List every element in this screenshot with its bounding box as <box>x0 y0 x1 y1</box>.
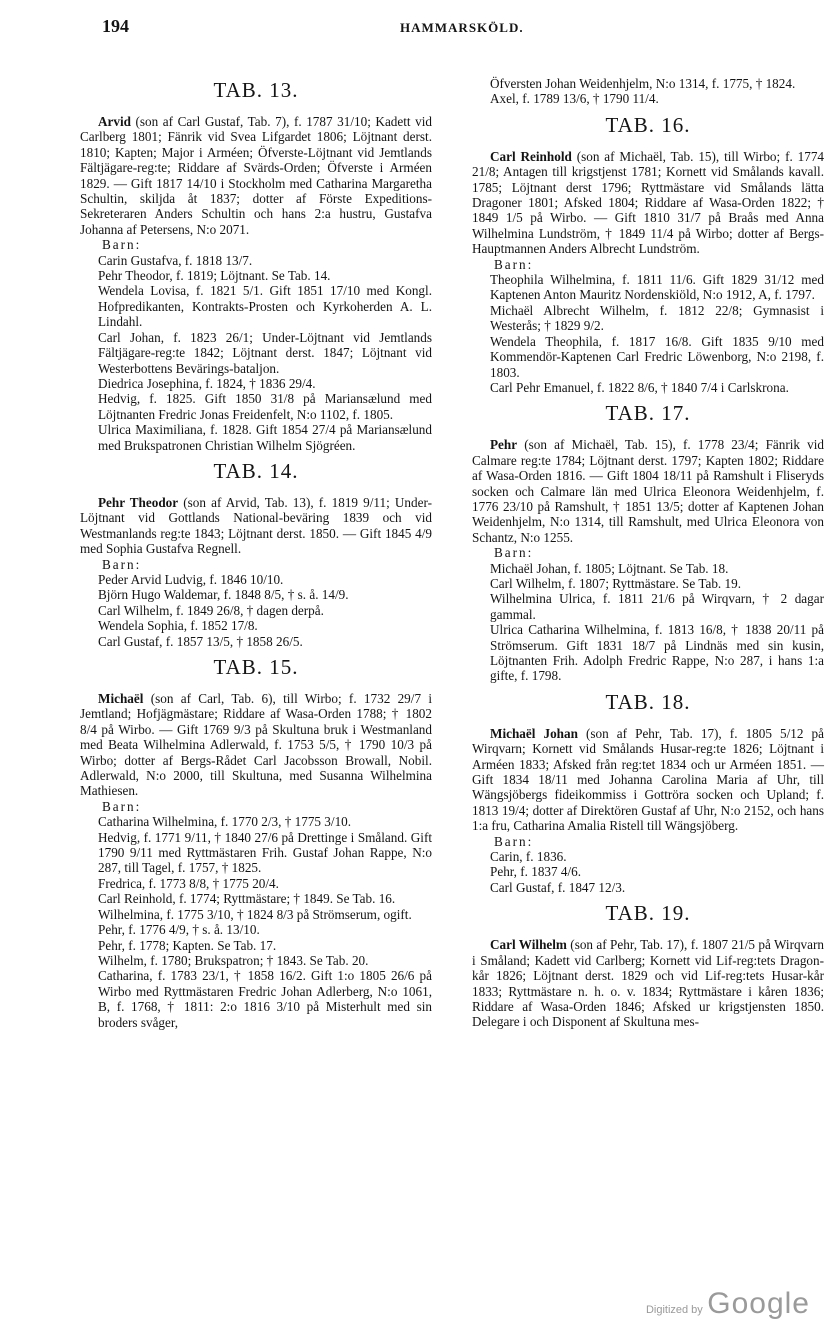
child-entry: Björn Hugo Waldemar, f. 1848 8/5, † s. å. 14/9. <box>98 587 349 603</box>
tab-16-section <box>472 113 824 396</box>
child-entry: Carin Gustafva, f. 1818 13/7. <box>98 252 253 268</box>
child-entry: Wendela Lovisa, f. 1821 5/1. Gift 1851 17/10 med Kongl. Hofpredikanten, Kontrakts-Prosten och Kyrkoherden A. L. Lindahl. <box>98 283 432 330</box>
continuation-line: Öfversten Johan Weidenhjelm, N:o 1314, f. 1775, † 1824. <box>490 76 796 91</box>
barn-label: Barn: <box>102 798 142 814</box>
entry-name: Carl Reinhold <box>490 148 572 164</box>
tab-14-entry <box>80 495 432 557</box>
entry-text: (son af Carl, Tab. 6), till Wirbo; f. 1732 29/7 i Jemtland; Hofjägmästare; Riddare af Wasa-Orden 1788; † 1802 8/4 på Wirbo. — Gift 1769 9/3 på Skultuna bruk i Westmanland med Beata Wilhelmina Adlerwald, f. 1753 5/5, † 1790 10/3 på Wirbo; dotter af Bergs-Rådet Carl Jacobsson Browall, Nobil. Adlerwald, N:o 2000, till Skultuna, med Susanna Wilhelmina Mathiesen. <box>80 691 432 799</box>
child-entry: Carin, f. 1836. <box>490 849 567 865</box>
barn-label: Barn: <box>494 833 534 849</box>
entry-name: Michaël Johan <box>490 725 578 741</box>
continuation-section <box>472 76 824 107</box>
child-entry: Catharina, f. 1783 23/1, † 1858 16/2. Gift 1:o 1805 26/6 på Wirbo med Ryttmästaren Fredric Johan Adlerberg, N:o 1061, B, f. 1768, † 1811: 2:o 1816 3/10 på Misterhult med sin broders svåger, <box>98 968 432 1030</box>
tab-17-entry <box>472 437 824 545</box>
tab-15-section <box>80 655 432 1030</box>
child-entry: Pehr, f. 1837 4/6. <box>490 864 582 880</box>
entry-text: (son af Pehr, Tab. 17), f. 1807 21/5 på Wirqvarn i Småland; Kadett vid Carlberg; Kornett vid Lif-reg:tets Dragon-kår 1826; Löjtnant derst. 1829 och vid Lif-reg:tets Husar-kår 1833; Ryttmästare n. h. o. v. 1834; Ryttmästare i kåren 1836; Riddare af Wasa-Orden 1846; Afsked ur krigstjensten 1850. Delegare i och Disponent af Skultuna mes- <box>472 937 824 1030</box>
digitized-watermark <box>646 1287 810 1321</box>
child-entry: Theophila Wilhelmina, f. 1811 11/6. Gift 1829 31/12 med Kaptenen Anton Mauritz Nordenskiöld, N:o 1912, A, f. 1797. <box>490 272 824 303</box>
tab-15-heading: TAB. 15. <box>213 655 299 679</box>
child-entry: Ulrica Maximiliana, f. 1828. Gift 1854 27/4 på Mariansælund med Brukspatronen Christian Wilhelm Sjögréen. <box>98 422 432 453</box>
child-entry: Wilhelmina Ulrica, f. 1811 21/6 på Wirqvarn, † 2 dagar gammal. <box>490 591 824 622</box>
tab-18-entry <box>472 726 824 834</box>
child-entry: Michaël Johan, f. 1805; Löjtnant. Se Tab. 18. <box>490 560 729 576</box>
page-number: 194 <box>102 16 129 36</box>
tab-13-heading: TAB. 13. <box>213 78 299 102</box>
barn-label: Barn: <box>102 556 142 572</box>
child-entry: Axel, f. 1789 13/6, † 1790 11/4. <box>490 91 659 107</box>
tab-19-heading: TAB. 19. <box>605 901 691 926</box>
child-entry: Pehr, f. 1776 4/9, † s. å. 13/10. <box>98 922 260 938</box>
digitized-by-text: Digitized by <box>645 1304 703 1316</box>
child-entry: Wendela Sophia, f. 1852 17/8. <box>98 618 258 634</box>
entry-name: Carl Wilhelm <box>490 937 567 953</box>
right-column <box>472 76 824 1030</box>
child-entry: Peder Arvid Ludvig, f. 1846 10/10. <box>98 571 284 587</box>
child-entry: Catharina Wilhelmina, f. 1770 2/3, † 1775 3/10. <box>98 814 352 830</box>
barn-label: Barn: <box>494 545 534 561</box>
google-logo: Google <box>707 1287 810 1320</box>
child-entry: Carl Wilhelm, f. 1849 26/8, † dagen derpå. <box>98 602 324 618</box>
entry-text: (son af Pehr, Tab. 17), f. 1805 5/12 på Wirqvarn; Kornett vid Smålands Husar-reg:te 1826; Löjtnant i Arméen 1833; Afsked från reg:tet 1834 och ur Arméen 1851. — Gift 1834 18/11 med Johanna Carolina Maria af Uhr, till Wängsjöbergs fideikommiss i Gottröra socken och Upland; f. 1813 19/4; dotter af Direktören Gustaf af Uhr, N:o 2152, och hans 1:a fru, Catharina Amalia Ristell till Wängsjöberg. <box>472 725 824 834</box>
tab-19-section <box>472 901 824 1029</box>
child-entry: Wilhelm, f. 1780; Brukspatron; † 1843. Se Tab. 20. <box>98 952 369 968</box>
entry-name: Pehr <box>490 437 518 453</box>
child-entry: Wendela Theophila, f. 1817 16/8. Gift 1835 9/10 med Kommendör-Kaptenen Carl Fredric Löwenborg, N:o 2198, f. 1803. <box>490 333 824 380</box>
tab-18-section <box>472 690 824 895</box>
child-entry: Diedrica Josephina, f. 1824, † 1836 29/4. <box>98 375 316 391</box>
child-entry: Pehr Theodor, f. 1819; Löjtnant. Se Tab. 14. <box>98 268 331 284</box>
child-entry: Michaël Albrecht Wilhelm, f. 1812 22/8; Gymnasist i Westerås; † 1829 9/2. <box>490 302 824 334</box>
child-entry: Carl Gustaf, f. 1857 13/5, † 1858 26/5. <box>98 633 303 649</box>
entry-text: (son af Michaël, Tab. 15), till Wirbo; f. 1774 21/8; Antagen till krigstjenst 1781; Kornett vid Smålands kavall. 1785; Löjtnant derst 1796; Ryttmästare vid Smålands lätta Dragoner 1801; Afsked 1804; Riddare af Wasa-Orden 1822; † 1849 1/5 på Wirbo. — Gift 1810 31/7 på Braås med Anna Wilhelmina Lundström, † 1849 11/4 på Wirbo; dotter af Bergs-Hauptmannen Anders Albrecht Lundström. <box>472 148 825 257</box>
barn-label: Barn: <box>494 256 534 272</box>
child-entry: Wilhelmina, f. 1775 3/10, † 1824 8/3 på Strömserum, ogift. <box>98 906 412 922</box>
tab-18-heading: TAB. 18. <box>605 689 691 714</box>
left-column <box>80 72 432 1030</box>
entry-text: (son af Michaël, Tab. 15), f. 1778 23/4; Fänrik vid Calmare reg:te 1784; Löjtnant derst. 1797; Kapten 1802; Riddare af Wasa-Orden 1816. — Gift 1804 18/11 på Ramshult i Fliseryds socken och Calmare län med Ulrica Eleonora Weidenhjelm, f. 1776 23/10 på Ramshult, † 1851 13/5; dotter af Kaptenen Johan Weidenhjelm, N:o 1314, till Ramshult, med Ulrica Eleonora von Schantz, N:o 1255. <box>472 437 824 545</box>
entry-text: (son af Arvid, Tab. 13), f. 1819 9/11; Under-Löjtnant vid Gottlands National-beväring 1839 och vid Westmanlands reg:te 1843; Löjtnant derst. 1850. — Gift 1845 4/9 med Sophia Gustafva Regnell. <box>80 494 432 557</box>
child-entry: Carl Wilhelm, f. 1807; Ryttmästare. Se Tab. 19. <box>490 575 741 591</box>
tab-16-entry <box>472 149 824 257</box>
child-entry: Hedvig, f. 1825. Gift 1850 31/8 på Mariansælund med Löjtnanten Fredric Jonas Freidenfelt, N:o 1102, f. 1805. <box>98 391 432 422</box>
tab-13-entry <box>80 114 432 237</box>
child-entry: Pehr, f. 1778; Kapten. Se Tab. 17. <box>98 937 277 953</box>
child-entry: Ulrica Catharina Wilhelmina, f. 1813 16/8, † 1838 20/11 på Strömserum. Gift 1831 18/7 på Lindnäs med sin kusin, Löjtnanten Frih. Adolph Fredric Rappe, N:o 287, i hans 1:a gifte, f. 1798. <box>490 622 824 684</box>
tab-17-heading: TAB. 17. <box>605 401 691 426</box>
tab-14-section <box>80 459 432 649</box>
child-entry: Fredrica, f. 1773 8/8, † 1775 20/4. <box>98 875 279 891</box>
tab-17-section <box>472 401 824 684</box>
tab-16-heading: TAB. 16. <box>605 112 691 137</box>
entry-name: Arvid <box>98 114 131 129</box>
tab-13-section <box>80 78 432 453</box>
page-header <box>74 12 836 52</box>
barn-label: Barn: <box>102 237 142 253</box>
tab-19-entry <box>472 937 824 1029</box>
child-entry: Carl Pehr Emanuel, f. 1822 8/6, † 1840 7/4 i Carlskrona. <box>490 379 789 395</box>
running-head: HAMMARSKÖLD. <box>400 20 524 35</box>
entry-text: (son af Carl Gustaf, Tab. 7), f. 1787 31/10; Kadett vid Carlberg 1801; Fänrik vid Svea Lifgardet 1806; Löjtnant derst. 1810; Kapten; Major i Arméen; Öfverste-Löjtnant vid Jemtlands Fältjägare-reg:te; Riddare af Svärds-Orden; Öfverste i Arméen 1829. — Gift 1817 14/10 i Stockholm med Catharina Margaretha Schultin, skiljda åt 1837; dotter af Förste Expeditions-Sekreteraren Anders Schultin och hans 2:a hustru, Gustafva Johanna af Petersens, N:o 2071. <box>80 114 432 237</box>
child-entry: Carl Gustaf, f. 1847 12/3. <box>490 879 626 895</box>
entry-name: Pehr Theodor <box>98 494 179 510</box>
child-entry: Carl Reinhold, f. 1774; Ryttmästare; † 1849. Se Tab. 16. <box>98 891 396 907</box>
tab-15-entry <box>80 691 432 799</box>
child-entry: Carl Johan, f. 1823 26/1; Under-Löjtnant vid Jemtlands Fältjägare-reg:te 1842; Löjtnant derst. 1847; Löjtnant vid Westerbottens Bevärings-bataljon. <box>98 329 432 376</box>
child-entry: Hedvig, f. 1771 9/11, † 1840 27/6 på Drettinge i Småland. Gift 1790 9/11 med Ryttmästaren Frih. Gustaf Johan Rappe, N:o 287, till Tagel, f. 1757, † 1825. <box>98 829 432 876</box>
entry-name: Michaël <box>98 691 144 706</box>
tab-14-heading: TAB. 14. <box>213 458 299 483</box>
